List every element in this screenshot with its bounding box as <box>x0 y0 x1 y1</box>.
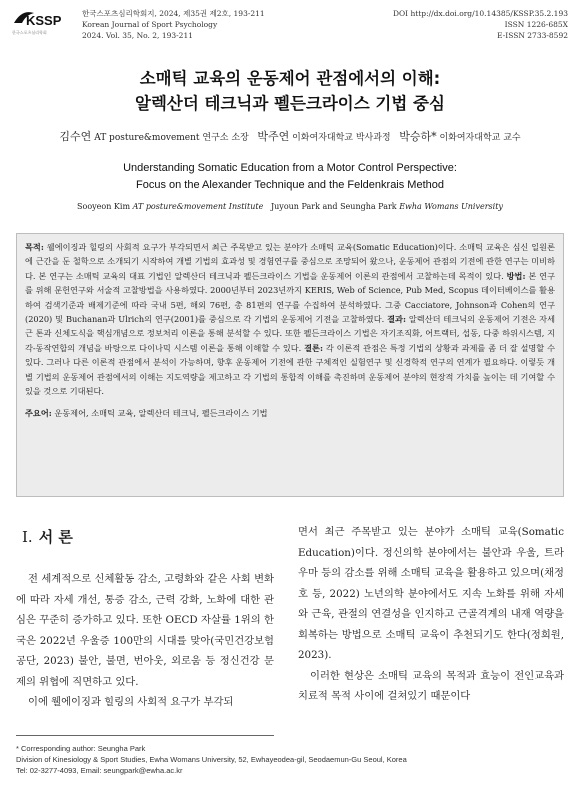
authors-korean <box>0 128 580 144</box>
authors-english <box>0 202 580 211</box>
section-title: 서 론 <box>38 528 73 546</box>
label-method: 방법: <box>506 270 526 281</box>
label-purpose: 목적: <box>25 242 44 252</box>
logo-subtext: 한국스포츠심리학회 <box>12 30 47 35</box>
author2-name: 박주연 <box>257 130 290 143</box>
label-conclusion: 결론: <box>304 342 323 353</box>
author3-affiliation: 이화여자대학교 교수 <box>439 133 521 143</box>
author1-affiliation: AT posture&movement 연구소 소장 <box>94 133 249 143</box>
section-heading <box>22 526 274 547</box>
footnote-divider <box>16 735 274 736</box>
abstract-conclusion: 각 이론적 관점은 특정 기법의 상황과 과제를 좀 더 잘 설명할 수 있다. 그러나 다른 이론적 관점에서 분석이 가능하며, 향후 운동제어 기전에 관한 구체적인 실험연구 및 신경학적 연구의 연계가 필요하다. 이렇듯 개별 기법의 운동제어 관점에서의 이해는 지도역량을 제고하고 각 기법의 통합적 이해를 촉진하며 운동제어 분야의 현장적 가치를 높이는 데 기여할 수 있을 것으로 기대된다. <box>25 342 555 397</box>
title-english-line1: Understanding Somatic Education from a Motor Control Perspective: <box>123 162 457 174</box>
issn: ISSN 1226-685X <box>504 20 568 29</box>
footnote-contact: Tel: 02-3277-4093, Email: seungpark@ewha.ac.kr <box>16 766 183 775</box>
paragraph: 면서 최근 주목받고 있는 분야가 소매틱 교육(Somatic Education)이다. 정신의학 분야에서는 불안과 우울, 트라우마 등의 감소를 위해 소매틱 교육을 활용하고 있으며(채정호 등, 2022) 노년의학 분야에서도 지속 노화를 위해 자세와 근육, 관절의 연결성을 인지하고 근골격계의 내재 역량을 회복하는 방법으로 소매틱 교육이 추천되기도 한다(정희원, 2023). <box>298 526 564 661</box>
volume-line: 2024. Vol. 35, No. 2, 193-211 <box>82 31 193 40</box>
kssp-logo-icon <box>12 7 68 31</box>
paragraph: 전 세계적으로 신체활동 감소, 고령화와 같은 사회 변화에 따라 자세 개선, 통증 감소, 근력 강화, 노화에 대한 관심은 꾸준히 증가하고 있다. 또한 OECD 자살률 1위의 한국은 2022년 우울증 100만의 시대를 맞아(국민건강보험공단, 2023) 불안, 불면, 번아웃, 외로움 등 정신건강 문제의 위협에 직면하고 있다. <box>16 573 274 688</box>
eissn: E-ISSN 2733-8592 <box>497 31 568 40</box>
author1-en: Sooyeon Kim <box>77 202 131 211</box>
section-number: I. <box>22 528 33 546</box>
title-english <box>0 160 580 194</box>
journal-logo <box>12 7 68 37</box>
author2-affiliation: 이화여자대학교 박사과정 <box>292 133 391 143</box>
abstract-text <box>25 240 555 398</box>
title-english-line2: Focus on the Alexander Technique and the Feldenkrais Method <box>136 179 444 191</box>
keywords-label: 주요어: <box>25 408 52 419</box>
journal-header <box>0 0 580 46</box>
author1-en-affiliation: AT posture&movement Institute <box>132 202 264 211</box>
label-result: 결과: <box>387 314 406 325</box>
doi-link[interactable]: DOI http://dx.doi.org/10.14385/KSSP.35.2.193 <box>392 9 568 18</box>
journal-ko: 한국스포츠심리학회지, 2024, 제35권 제2호, 193-211 <box>82 9 265 18</box>
abstract-method: 본 연구를 위해 문헌연구와 서술적 고찰방법을 사용하였다. 2000년부터 2023년까지 KERIS, Web of Science, Pub Med, Scopus 데이터베이스를 활용하여 검색기준과 배제기준에 따라 국내 5편, 해외 76편, 총 81편의 연구를 수집하여 분석하였다. 그중 Cacciatore, Johnson과 Cohen의 연구(2020) 및 Buchanan과 Ulrich의 연구(2001)를 중심으로 각 기법의 운동제어 기전을 고찰하였다. <box>25 270 555 325</box>
article-identifiers <box>393 8 568 41</box>
abstract-result: 알렉산더 테크닉의 운동제어 기전은 자세근 톤과 신체도식을 핵심개념으로 정보처리 이론을 통해 분석할 수 있다. 또한 펠든크라이스 기법은 자기조직화, 어트랙터, 섭동, 다중 하위시스템, 지각-동작연합의 개념을 바탕으로 다이나믹 시스템 이론을 통해 이해할 수 있다. <box>25 314 555 353</box>
svg-text:KSSP: KSSP <box>26 13 62 28</box>
body-column-left <box>16 522 274 713</box>
title-korean-line2: 알렉산더 테크닉과 펠든크라이스 기법 중심 <box>135 94 445 113</box>
footnote-author: * Corresponding author: Seungha Park <box>16 744 146 753</box>
keywords-list: 운동제어, 소매틱 교육, 알렉산더 테크닉, 펠든크라이스 기법 <box>51 408 268 419</box>
paragraph: 이러한 현상은 소매틱 교육의 목적과 효능이 전인교육과 치료적 목적 사이에 걸쳐있기 때문이다 <box>298 669 564 702</box>
body-column-right <box>298 522 564 707</box>
authors23-en-affiliation: Ewha Womans University <box>399 202 503 211</box>
footnote <box>16 743 576 776</box>
authors23-en: Juyoun Park and Seungha Park <box>270 202 397 211</box>
title-korean-line1: 소매틱 교육의 운동제어 관점에서의 이해: <box>139 69 441 88</box>
title-korean <box>0 66 580 116</box>
footnote-address: Division of Kinesiology & Sport Studies, Ewha Womans University, 52, Ewhayeodea-gil, Seodaemun-Gu Seoul, Korea <box>16 755 407 764</box>
keywords <box>25 406 555 420</box>
author1-name: 김수연 <box>59 130 92 143</box>
abstract-purpose: 웰에이징과 힐링의 사회적 요구가 부각되면서 최근 주목받고 있는 분야가 소매틱 교육(Somatic Education)이다. 소매틱 교육은 심신 일원론에 근간을 둔 철학으로 소개되기 시작하여 개별 기법의 효과성 및 경험연구를 중심으로 조망되어 왔으나, 운동제어 관점의 기전에 관한 연구는 미비하다. 본 연구는 소매틱 교육의 대표 기법인 알렉산더 테크닉과 펠든크라이스 기법을 운동제어 이론의 관점에서 고찰하는데 목적이 있다. <box>25 242 555 281</box>
author3-name: 박승하* <box>399 130 437 143</box>
abstract-box <box>16 233 564 497</box>
paragraph: 이에 웰에이징과 힐링의 사회적 요구가 부각되 <box>28 696 234 708</box>
journal-info <box>82 8 265 41</box>
journal-en: Korean Journal of Sport Psychology <box>82 20 218 29</box>
